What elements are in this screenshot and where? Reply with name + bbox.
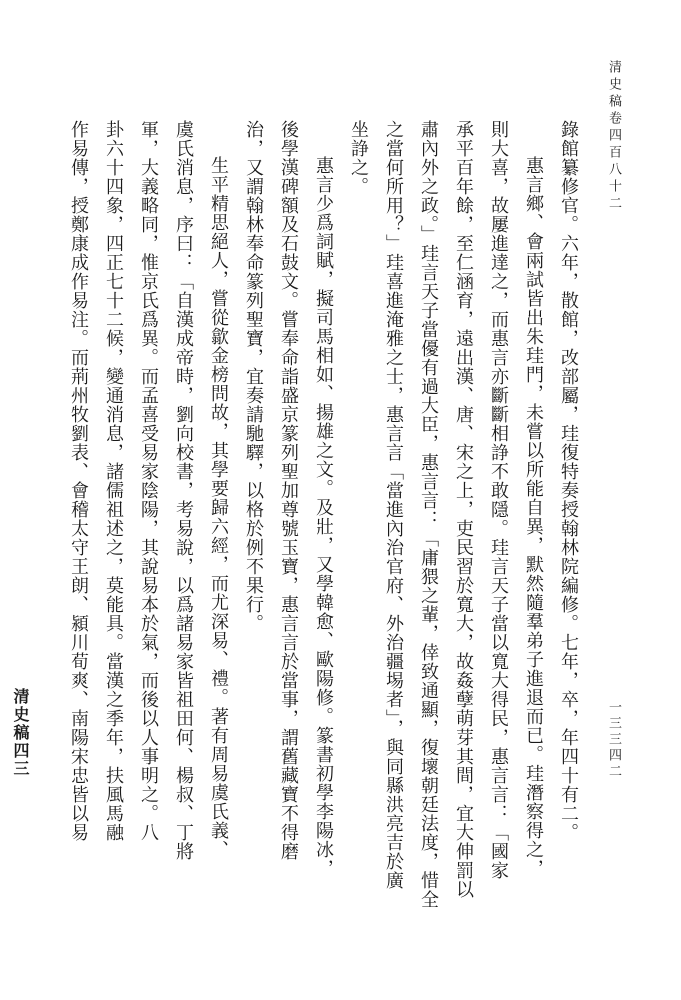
text-column: 軍，大義略同，惟京氏爲異。而孟喜受易家陰陽，其說易本於氣，而後以人事明之。八 [138, 120, 159, 842]
page-number: 一三三四二 [606, 700, 621, 780]
text-column: 惠言鄉、會兩試皆出朱珪門，未嘗以所能自異，默然隨羣弟子進退而已。珪潛察得之， [523, 156, 544, 878]
text-column: 承平百年餘，至仁涵育，遠出漢、唐、宋之上，吏民習於寬大，故姦孽萌芽其間，宜大伸罰以 [453, 120, 474, 899]
text-column: 作易傳，授鄭康成作易注。而荊州牧劉表、會稽太守王朗、潁川荀爽、南陽宋忠皆以易 [68, 120, 89, 842]
text-column: 坐諍之。 [348, 120, 369, 196]
text-column: 錄館纂修官。六年，散館，改部屬，珪復特奏授翰林院編修。七年，卒，年四十有二。 [558, 120, 579, 842]
text-column: 虞氏消息，序曰：「自漢成帝時，劉向校書，考易說，以爲諸易家皆祖田何、楊叔、丁將 [173, 120, 194, 861]
text-column: 卦六十四象，四正七十二候，變通消息，諸儒祖述之，莫能具。當漢之季年，扶風馬融 [103, 120, 124, 842]
book-footer: 清史稿四三 [11, 688, 30, 778]
text-column: 肅內外之政。」珪言天子當優有過大臣，惠言言：「庸猥之輩，倖致通顯，復壞朝廷法度，惜全 [418, 120, 439, 909]
text-column: 治，又謂翰林奉命篆列聖寶，宜奏請馳驛，以格於例不果行。 [243, 120, 264, 633]
text-body [68, 120, 586, 940]
text-column: 則大喜，故屢進達之，而惠言亦斷斷相諍不敢隱。珪言天子當以寬大得民，惠言言：「國家 [488, 120, 509, 880]
text-column: 惠言少爲詞賦，擬司馬相如、揚雄之文。及壯，又學韓愈、歐陽修。篆書初學李陽冰， [313, 156, 334, 878]
text-column: 生平精思絕人，嘗從歙金榜問故，其學要歸六經，而尤深易、禮。著有周易虞氏義、 [208, 156, 229, 859]
running-head: 清史稿卷四百八十二 [606, 60, 621, 213]
text-column: 之當何所用？」珪喜進淹雅之士，惠言言「當進內治官府、外治疆埸者」，與同縣洪亮吉於廣 [383, 120, 404, 890]
text-column: 後學漢碑額及石鼓文。嘗奉命詣盛京篆列聖加尊號玉寶，惠言言於當事，謂舊藏寶不得磨 [278, 120, 299, 861]
